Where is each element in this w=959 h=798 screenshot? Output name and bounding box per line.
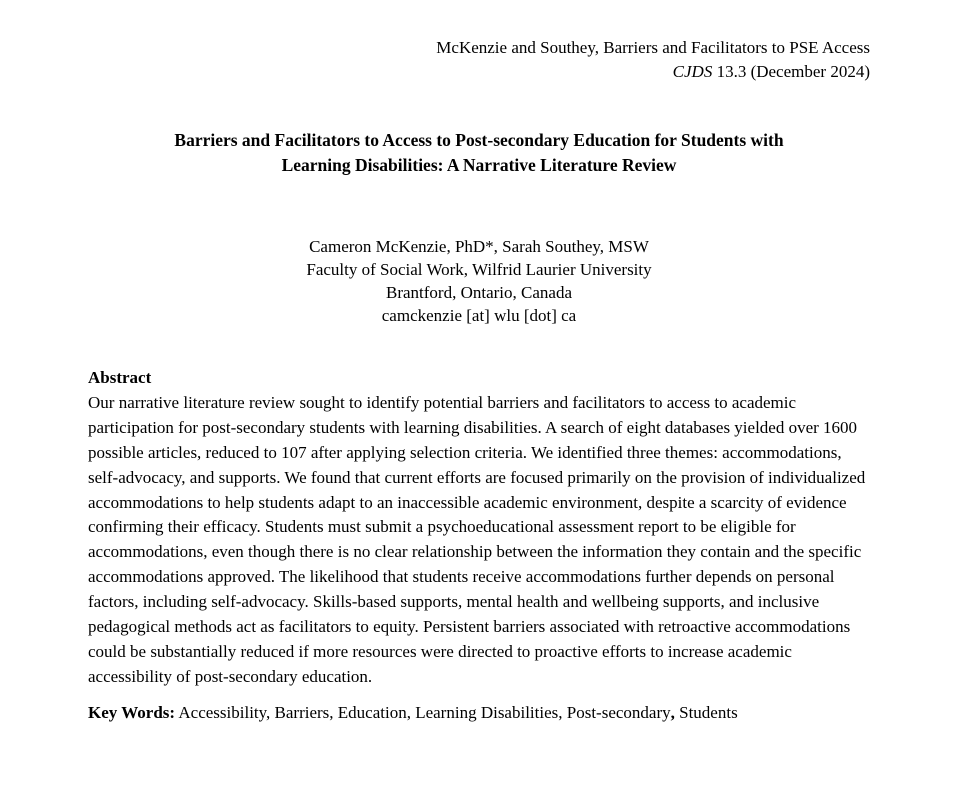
keywords-text-2: Students bbox=[674, 702, 738, 722]
abstract-heading: Abstract bbox=[88, 368, 152, 387]
keywords-text-1: Accessibility, Barriers, Education, Learning Disabilities, Post-secondary bbox=[175, 702, 671, 722]
author-names: Cameron McKenzie, PhD*, Sarah Southey, MSW bbox=[309, 237, 649, 256]
running-header bbox=[88, 36, 870, 84]
paper-title-line1: Barriers and Facilitators to Access to Post-secondary Education for Students with bbox=[174, 130, 784, 150]
paper-title bbox=[88, 128, 870, 177]
abstract-text: Our narrative literature review sought to identify potential barriers and facilitators to access to academic participation for post-secondary students with learning disabilities. A search of eight databases yielded over 1600 possible articles, reduced to 107 after applying selection criteria. We identified three themes: accommodations, self-advocacy, and supports. We found that current efforts are focused primarily on the provision of individualized accommodations to help students adapt to an inaccessible academic environment, despite a scarcity of evidence confirming their efficacy. Students must submit a psychoeducational assessment report to be eligible for accommodations, even though there is no clear relationship between the information they contain and the specific accommodations approved. The likelihood that students receive accommodations further depends on personal factors, including self-advocacy. Skills-based supports, mental health and wellbeing supports, and inclusive pedagogical methods act as facilitators to equity. Persistent barriers associated with retroactive accommodations could be substantially reduced if more resources were directed to proactive efforts to increase academic accessibility of post-secondary education. bbox=[88, 392, 866, 686]
keywords-bold-comma: , bbox=[670, 702, 675, 722]
author-location: Brantford, Ontario, Canada bbox=[386, 283, 572, 302]
journal-issue: 13.3 (December 2024) bbox=[712, 62, 870, 81]
author-block bbox=[88, 235, 870, 327]
author-email: camckenzie [at] wlu [dot] ca bbox=[381, 306, 577, 325]
keywords-label: Key Words: bbox=[88, 702, 176, 722]
abstract-section bbox=[88, 366, 870, 690]
author-affiliation: Faculty of Social Work, Wilfrid Laurier University bbox=[306, 260, 652, 279]
running-header-authors: McKenzie and Southey, Barriers and Facilitators to PSE Access bbox=[436, 38, 870, 57]
keywords-line bbox=[88, 701, 870, 726]
journal-name: CJDS bbox=[672, 62, 713, 81]
paper-title-line2: Learning Disabilities: A Narrative Literature Review bbox=[281, 154, 677, 175]
running-header-journal-line bbox=[88, 60, 870, 84]
